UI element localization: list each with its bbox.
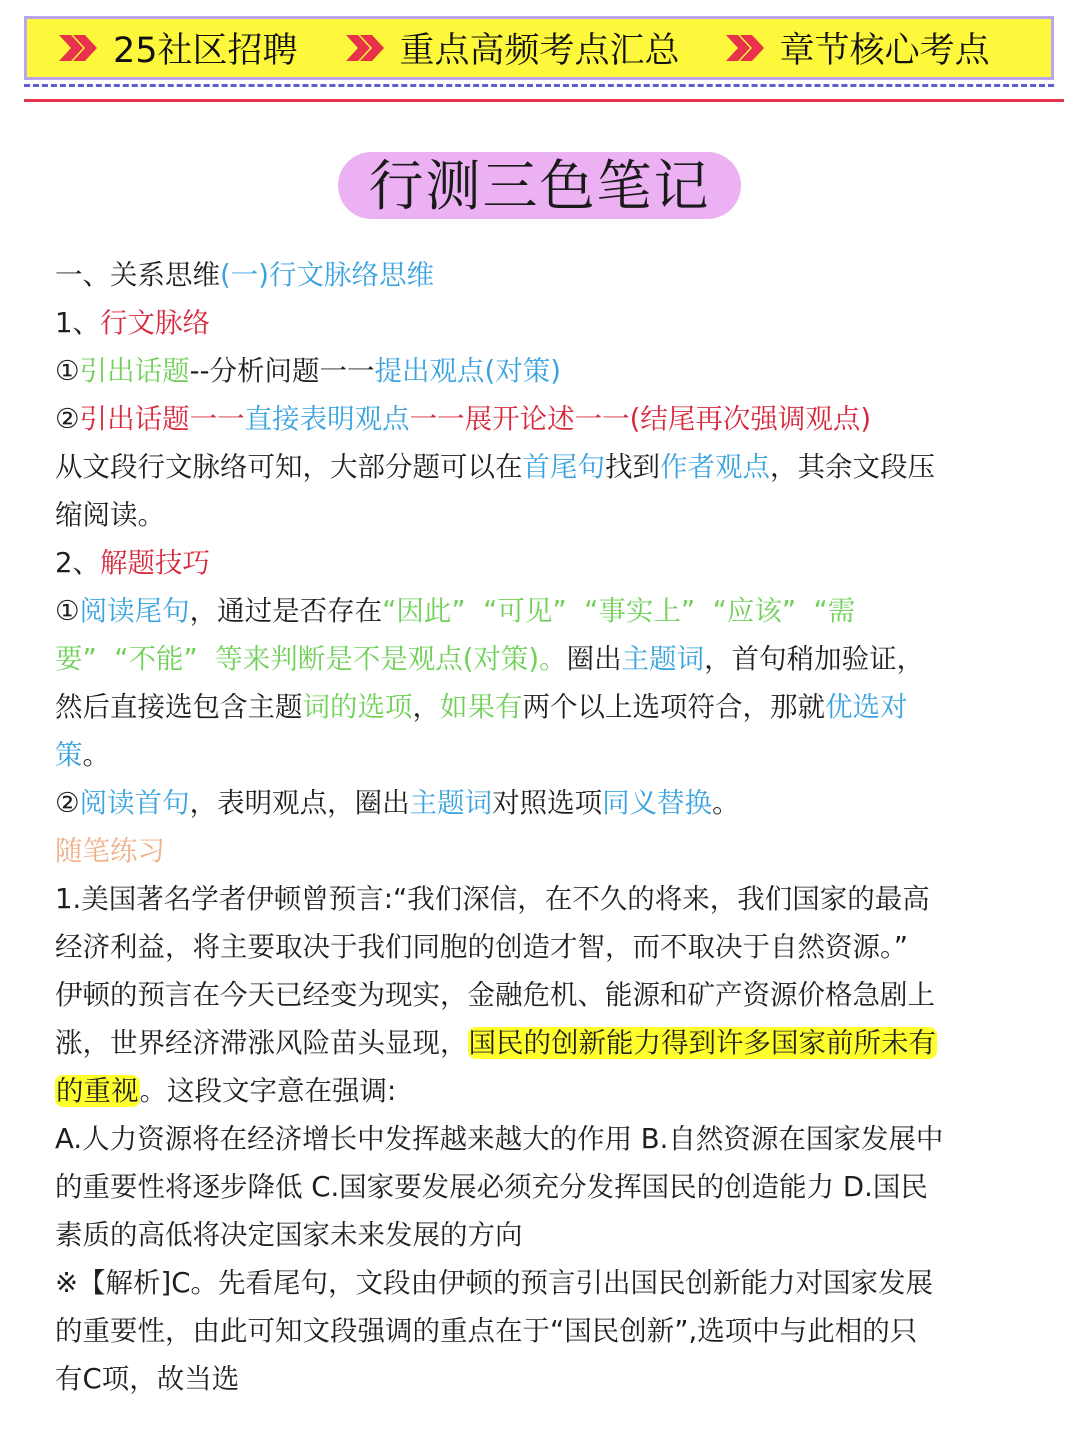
question-line: [55, 1019, 1055, 1067]
question-line: [55, 923, 1055, 971]
banner-item-label: 25社区招聘: [113, 31, 298, 71]
double-chevron-icon: [724, 33, 766, 63]
text: ②: [55, 403, 80, 435]
text-blue: 同义替换: [602, 787, 713, 819]
text: 伊顿的预言在今天已经变为现实，金融危机、能源和矿产资源价格急剧上: [55, 979, 935, 1011]
text: 2、: [55, 547, 100, 579]
section-heading: [55, 251, 1055, 299]
text-red: 引出话题一一: [79, 403, 245, 435]
dashed-divider: [24, 84, 1054, 87]
highlighted-text: 的重视: [56, 1075, 139, 1107]
text: 。: [82, 739, 110, 771]
page-title: 行测三色笔记: [368, 154, 711, 218]
text-green: 词的选项: [302, 691, 413, 723]
note-line: [55, 491, 1055, 539]
text: 缩阅读。: [55, 499, 165, 531]
double-chevron-icon: [57, 33, 99, 63]
text: 然后直接选包含主题: [55, 691, 303, 723]
text: ①: [55, 595, 80, 627]
subheading: [55, 539, 1055, 587]
banner-item-label: 章节核心考点: [779, 31, 990, 71]
practice-heading: [55, 827, 1055, 875]
text-blue: 首尾句: [522, 451, 605, 483]
text: 一、关系思维: [55, 259, 220, 291]
options-line: [55, 1163, 1055, 1211]
note-line: [55, 347, 1055, 395]
top-banner: [24, 16, 1054, 80]
text: 经济利益，将主要取决于我们同胞的创造才智，而不取决于自然资源。”: [55, 931, 908, 963]
text: 找到: [605, 451, 660, 483]
answer-line: [55, 1355, 1055, 1403]
text: 涨，世界经济滞涨风险苗头显现，: [55, 1027, 468, 1059]
note-line: [55, 683, 1055, 731]
note-line: [55, 731, 1055, 779]
text-green: 要” “不能” 等来判断是不是观点(对策)。: [55, 643, 567, 675]
text: ，其余文段压: [770, 451, 935, 483]
banner-item-1: [57, 23, 298, 73]
text: ，表明观点，圈出: [189, 787, 410, 819]
text-green: 引出话题: [79, 355, 190, 387]
text-blue: 策: [55, 739, 83, 771]
text-orange: 随笔练习: [55, 835, 165, 867]
text: 。这段文字意在强调:: [139, 1075, 397, 1107]
text: 1、: [55, 307, 100, 339]
text: ，首句稍加验证，: [704, 643, 925, 675]
text: 有C项，故当选: [55, 1363, 240, 1395]
text: ※【解析]C。先看尾句，文段由伊顿的预言引出国民创新能力对国家发展: [55, 1267, 933, 1299]
text: 1.美国著名学者伊顿曾预言:“我们深信，在不久的将来，我们国家的最高: [55, 883, 930, 915]
text: 从文段行文脉络可知，大部分题可以在: [55, 451, 523, 483]
text-green: “因此” “可见” “事实上” “应该” “需: [382, 595, 856, 627]
subheading: [55, 299, 1055, 347]
text: 的重要性，由此可知文段强调的重点在于“国民创新”,选项中与此相的只: [55, 1315, 918, 1347]
answer-line: [55, 1307, 1055, 1355]
banner-item-3: [724, 23, 990, 73]
answer-line: [55, 1259, 1055, 1307]
highlighted-text: 国民的创新能力得到许多国家前所未有: [468, 1027, 936, 1059]
text-red: 解题技巧: [100, 547, 210, 579]
note-line: [55, 395, 1055, 443]
note-line: [55, 443, 1055, 491]
double-chevron-icon: [344, 33, 386, 63]
text: ，通过是否存在: [189, 595, 383, 627]
question-line: [55, 971, 1055, 1019]
text-blue: 作者观点: [660, 451, 770, 483]
text-blue: 主题词: [621, 643, 705, 675]
question-line: [55, 1067, 1055, 1115]
text: ①: [55, 355, 80, 387]
text-blue: 阅读首句: [79, 787, 190, 819]
text: 对照选项: [492, 787, 603, 819]
note-line: [55, 587, 1055, 635]
text-red: 一一展开论述一一(结尾再次强调观点): [409, 403, 872, 435]
text-blue: 阅读尾句: [79, 595, 190, 627]
text: ，: [412, 691, 440, 723]
options-line: [55, 1211, 1055, 1259]
note-line: [55, 779, 1055, 827]
note-line: [55, 635, 1055, 683]
notes-body: [55, 251, 1055, 1403]
text: --分析问题一一: [189, 355, 375, 387]
text-red: 行文脉络: [100, 307, 210, 339]
options-line: [55, 1115, 1055, 1163]
text-blue: 主题词: [409, 787, 493, 819]
text: ②: [55, 787, 80, 819]
text-blue: (一)行文脉络思维: [220, 259, 434, 291]
text: 素质的高低将决定国家未来发展的方向: [55, 1219, 523, 1251]
red-divider: [24, 99, 1064, 102]
text: 圈出: [566, 643, 622, 675]
text-blue: 优选对: [825, 691, 908, 723]
banner-item-2: [344, 23, 680, 73]
text-blue: 直接表明观点: [244, 403, 410, 435]
question-line: [55, 875, 1055, 923]
text: 两个以上选项符合，那就: [522, 691, 825, 723]
text: A.人力资源将在经济增长中发挥越来越大的作用 B.自然资源在国家发展中: [55, 1123, 944, 1155]
text-green: 如果有: [440, 691, 523, 723]
text-blue: 提出观点(对策): [374, 355, 561, 387]
text: 的重要性将逐步降低 C.国家要发展必须充分发挥国民的创造能力 D.国民: [55, 1171, 928, 1203]
banner-item-label: 重点高频考点汇总: [399, 31, 680, 71]
text: 。: [712, 787, 740, 819]
